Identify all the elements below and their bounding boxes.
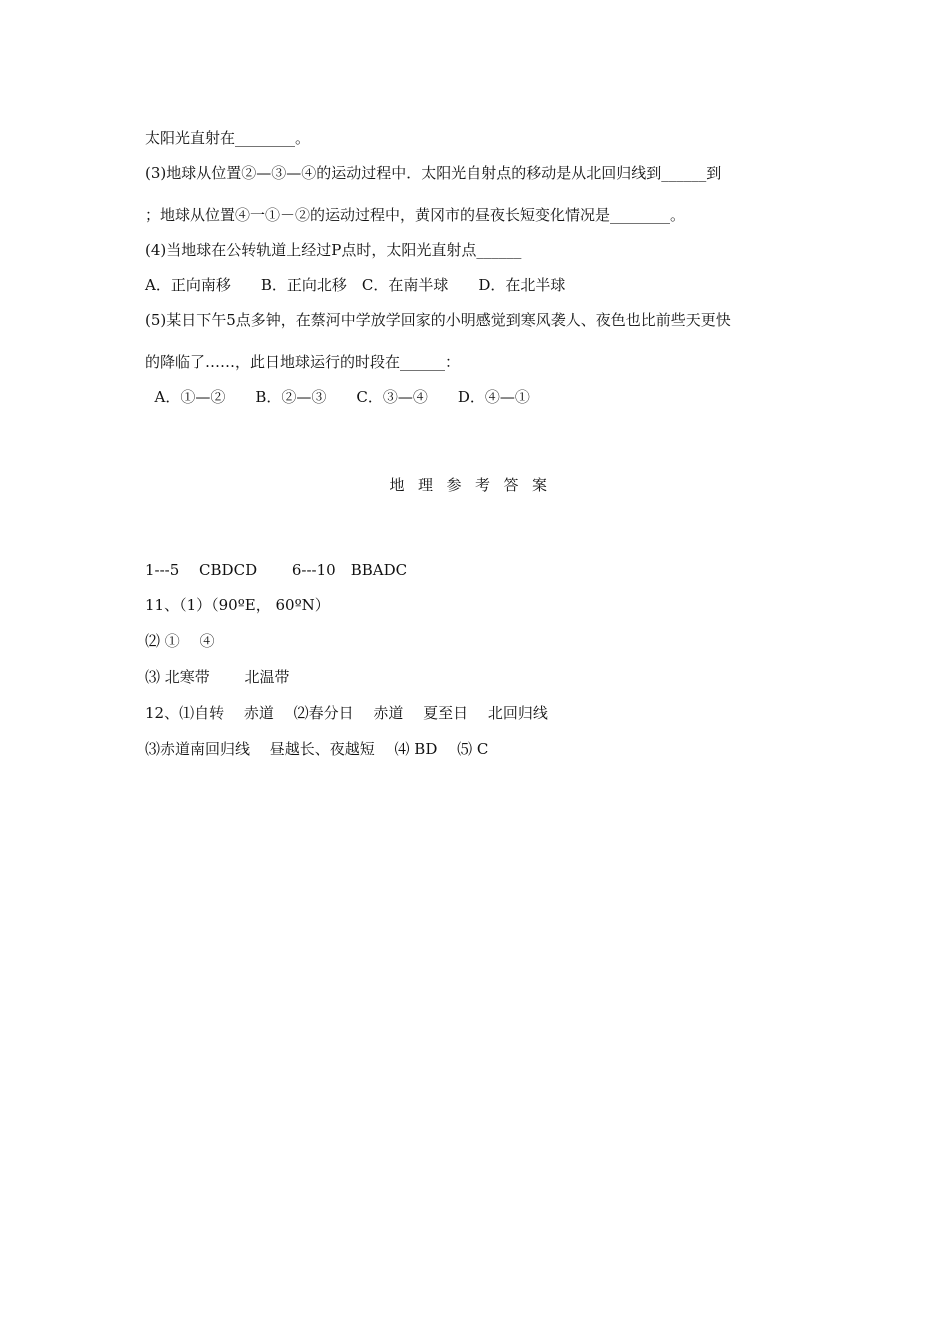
answer-line-3: ⑵ ① ④ [145,632,215,650]
question-line-7: 的降临了……，此日地球运行的时段在______： [145,353,461,371]
question-line-2: (3)地球从位置②—③—④的运动过程中．太阳光自射点的移动是从北回归线到______到 [145,164,722,182]
question-line-5: A．正向南移 B．正向北移 C．在南半球 D．在北半球 [145,276,566,294]
answer-line-5: 12、⑴自转 赤道 ⑵春分日 赤道 夏至日 北回归线 [145,704,548,722]
answer-line-1: 1---5 CBDCD 6---10 BBADC [145,561,408,579]
question-line-1: 太阳光直射在________。 [145,129,311,147]
answer-line-2: 11、（1）（90ºE， 60ºN） [145,596,330,614]
question-line-8: A．①—② B．②—③ C．③—④ D．④—① [145,388,530,406]
question-line-6: (5)某日下午5点多钟，在蔡河中学放学回家的小明感觉到寒风袭人、夜色也比前些天更快 [145,311,731,329]
question-line-4: (4)当地球在公转轨道上经过P点时，太阳光直射点______ [145,241,522,259]
answer-title: 地理参考答案 [389,476,561,494]
answer-line-6: ⑶赤道南回归线 昼越长、夜越短 ⑷ BD ⑸ C [145,740,489,758]
answer-line-4: ⑶ 北寒带 北温带 [145,668,290,686]
question-line-3: ；地球从位置④一①－②的运动过程中，黄冈市的昼夜长短变化情况是________。 [145,206,686,224]
